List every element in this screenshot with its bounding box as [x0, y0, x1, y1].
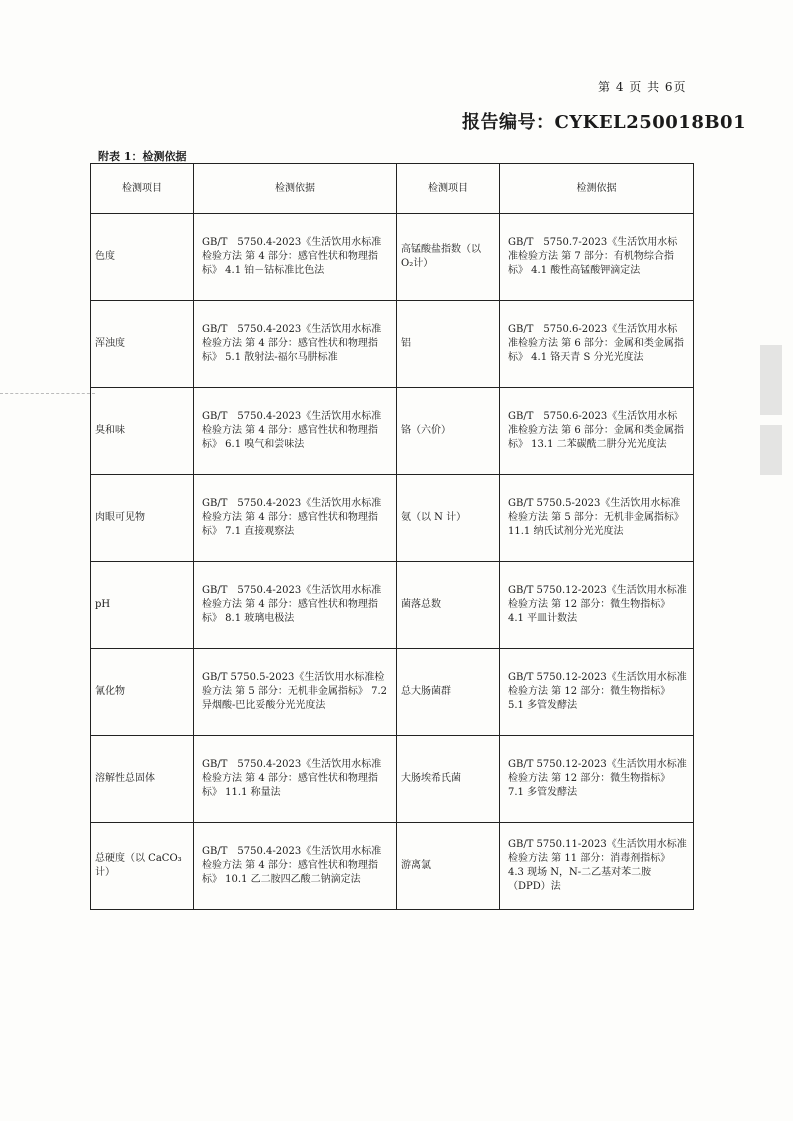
report-number: 报告编号：CYKEL250018B01	[462, 112, 747, 133]
table-caption: 附表 1：检测依据	[98, 150, 187, 163]
page-indicator: 第 4 页 共 6页	[598, 80, 687, 94]
test-basis-cell: GB/T 5750.11-2023《生活饮用水标准检验方法 第 11 部分：消毒剂指标》 4.3 现场 N，N-二乙基对苯二胺（DPD）法	[500, 823, 694, 910]
table-header-row	[91, 164, 694, 214]
test-item-cell: 臭和味	[91, 388, 194, 475]
test-item-cell: 高锰酸盐指数（以O₂计）	[397, 214, 500, 301]
column-header: 检测项目	[91, 164, 194, 214]
test-basis-cell: GB/T 5750.4-2023《生活饮用水标准检验方法 第 4 部分：感官性状和物理指标》 10.1 乙二胺四乙酸二钠滴定法	[194, 823, 397, 910]
test-basis-cell: GB/T 5750.12-2023《生活饮用水标准检验方法 第 12 部分：微生物指标》 7.1 多管发酵法	[500, 736, 694, 823]
test-item-cell: 总大肠菌群	[397, 649, 500, 736]
test-basis-cell: GB/T 5750.5-2023《生活饮用水标准检验方法 第 5 部分：无机非金属指标》 7.2 异烟酸-巴比妥酸分光光度法	[194, 649, 397, 736]
test-item-cell: pH	[91, 562, 194, 649]
test-basis-cell: GB/T 5750.12-2023《生活饮用水标准检验方法 第 12 部分：微生物指标》 5.1 多管发酵法	[500, 649, 694, 736]
test-item-cell: 总硬度（以 CaCO₃计）	[91, 823, 194, 910]
test-item-cell: 浑浊度	[91, 301, 194, 388]
table-row	[91, 649, 694, 736]
test-item-cell: 铬（六价）	[397, 388, 500, 475]
table-row	[91, 388, 694, 475]
test-basis-cell: GB/T 5750.4-2023《生活饮用水标准检验方法 第 4 部分：感官性状和物理指标》 8.1 玻璃电极法	[194, 562, 397, 649]
column-header: 检测依据	[500, 164, 694, 214]
scan-edge-shadow	[760, 425, 782, 475]
test-item-cell: 氰化物	[91, 649, 194, 736]
inspection-basis-table	[90, 163, 694, 910]
test-item-cell: 色度	[91, 214, 194, 301]
test-basis-cell: GB/T 5750.12-2023《生活饮用水标准检验方法 第 12 部分：微生物指标》 4.1 平皿计数法	[500, 562, 694, 649]
column-header: 检测依据	[194, 164, 397, 214]
scan-dashed-line	[0, 393, 95, 394]
test-basis-cell: GB/T 5750.4-2023《生活饮用水标准检验方法 第 4 部分：感官性状和物理指标》 7.1 直接观察法	[194, 475, 397, 562]
table-row	[91, 736, 694, 823]
test-item-cell: 游离氯	[397, 823, 500, 910]
table-row	[91, 823, 694, 910]
table-row	[91, 475, 694, 562]
test-basis-cell: GB/T 5750.4-2023《生活饮用水标准检验方法 第 4 部分：感官性状和物理指标》 6.1 嗅气和尝味法	[194, 388, 397, 475]
column-header: 检测项目	[397, 164, 500, 214]
test-basis-cell: GB/T 5750.5-2023《生活饮用水标准检验方法 第 5 部分：无机非金属指标》 11.1 纳氏试剂分光光度法	[500, 475, 694, 562]
table-row	[91, 301, 694, 388]
test-basis-cell: GB/T 5750.4-2023《生活饮用水标准检验方法 第 4 部分：感官性状和物理指标》 4.1 铂－钴标准比色法	[194, 214, 397, 301]
test-item-cell: 溶解性总固体	[91, 736, 194, 823]
test-basis-cell: GB/T 5750.4-2023《生活饮用水标准检验方法 第 4 部分：感官性状和物理指标》 11.1 称量法	[194, 736, 397, 823]
test-item-cell: 菌落总数	[397, 562, 500, 649]
test-item-cell: 氨（以 N 计）	[397, 475, 500, 562]
scan-edge-shadow	[760, 345, 782, 415]
table-row	[91, 214, 694, 301]
test-basis-cell: GB/T 5750.7-2023《生活饮用水标准检验方法 第 7 部分：有机物综合指标》 4.1 酸性高锰酸钾滴定法	[500, 214, 694, 301]
test-basis-cell: GB/T 5750.6-2023《生活饮用水标准检验方法 第 6 部分：金属和类金属指标》 13.1 二苯碳酰二肼分光光度法	[500, 388, 694, 475]
test-item-cell: 肉眼可见物	[91, 475, 194, 562]
test-item-cell: 大肠埃希氏菌	[397, 736, 500, 823]
table-row	[91, 562, 694, 649]
test-basis-cell: GB/T 5750.6-2023《生活饮用水标准检验方法 第 6 部分：金属和类金属指标》 4.1 铬天青 S 分光光度法	[500, 301, 694, 388]
test-item-cell: 铝	[397, 301, 500, 388]
test-basis-cell: GB/T 5750.4-2023《生活饮用水标准检验方法 第 4 部分：感官性状和物理指标》 5.1 散射法-福尔马肼标准	[194, 301, 397, 388]
